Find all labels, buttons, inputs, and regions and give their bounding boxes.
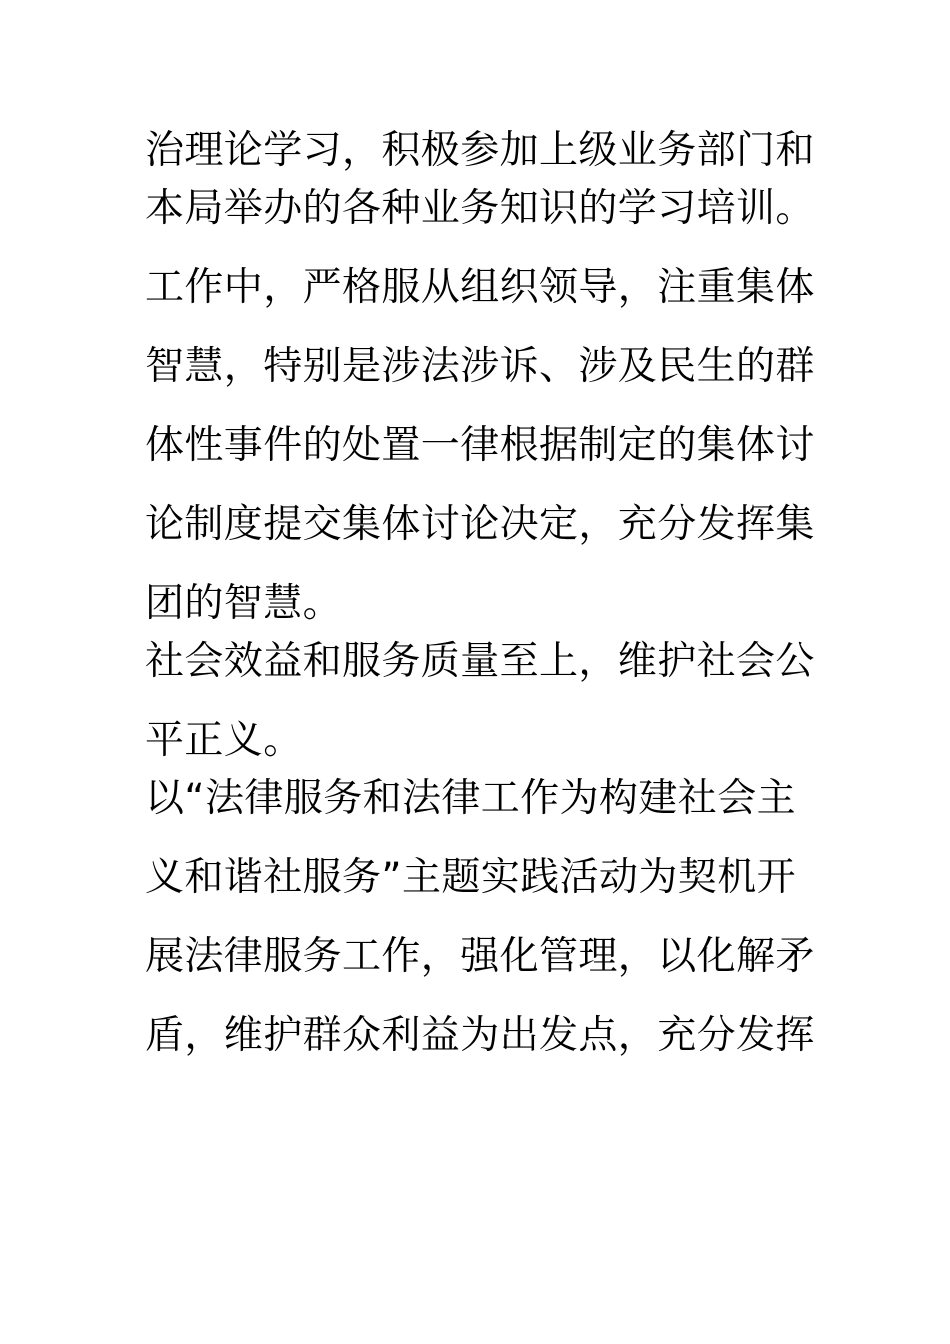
text-line: 盾，维护群众利益为出发点，充分发挥	[145, 1013, 815, 1058]
text-line: 工作中，严格服从组织领导，注重集体	[145, 265, 815, 310]
body-text	[145, 118, 815, 1082]
text-line: 展法律服务工作，强化管理，以化解矛	[145, 934, 815, 979]
text-line: 平正义。	[145, 718, 303, 763]
text-line: 团的智慧。	[145, 581, 343, 626]
text-line: 本局举办的各种业务知识的学习培训。	[145, 186, 815, 231]
text-line: 义和谐社服务”主题实践活动为契机开	[145, 855, 797, 900]
text-line: 社会效益和服务质量至上，维护社会公	[145, 639, 815, 684]
text-line: 体性事件的处置一律根据制定的集体讨	[145, 423, 815, 468]
text-line: 智慧，特别是涉法涉诉、涉及民生的群	[145, 344, 815, 389]
text-line: 论制度提交集体讨论决定，充分发挥集	[145, 502, 815, 547]
text-line: 以“法律服务和法律工作为构建社会主	[145, 776, 797, 821]
text-line: 治理论学习，积极参加上级业务部门和	[145, 128, 815, 173]
